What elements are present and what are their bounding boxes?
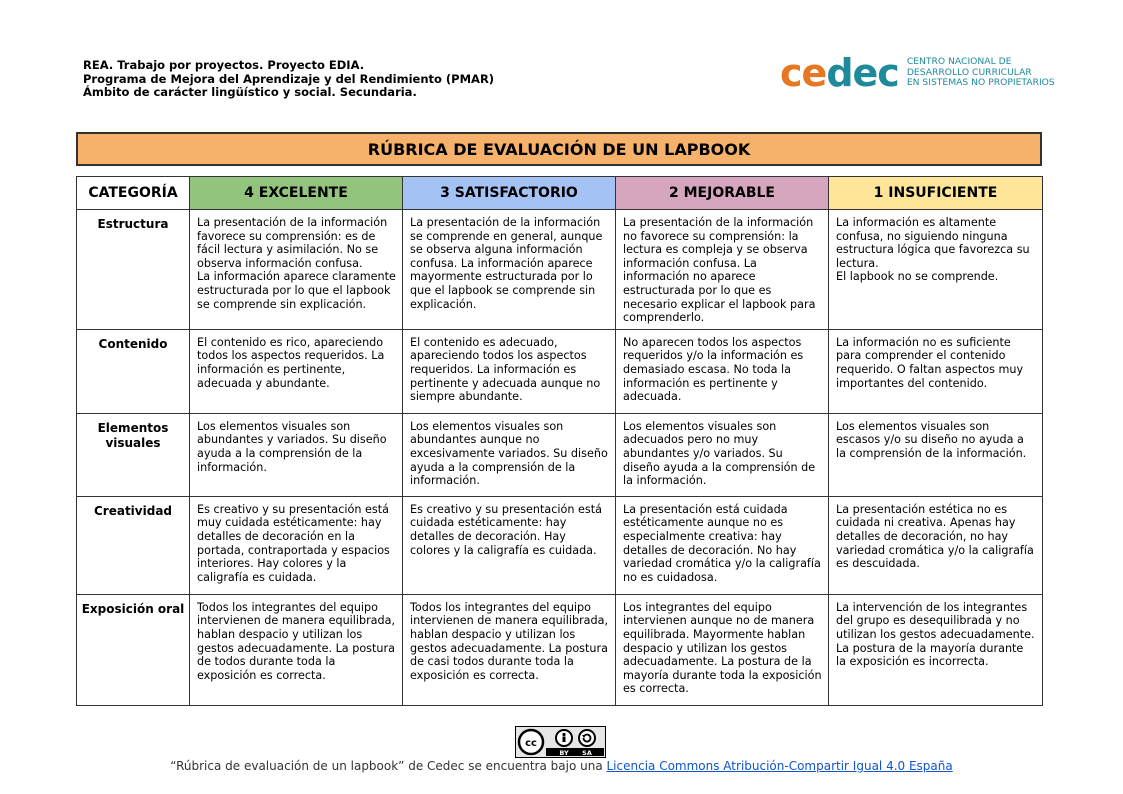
cell-mejorable: No aparecen todos los aspectos requeridos y/o la información es demasiado escasa. No toda la información es pertinente y adecuada. xyxy=(616,329,829,413)
cc-badge-cc-text: cc xyxy=(525,738,537,749)
header-categoria: CATEGORÍA xyxy=(77,177,190,210)
cell-excelente: El contenido es rico, apareciendo todos los aspectos requeridos. La información es pertinente, adecuada y abundante. xyxy=(190,329,403,413)
header-excelente: 4 EXCELENTE xyxy=(190,177,403,210)
header-line-1: REA. Trabajo por proyectos. Proyecto EDIA. xyxy=(83,58,365,72)
cell-text: La información es altamente confusa, no siguiendo ninguna estructura lógica que favorezca su lectura. El lapbook no se comprende. xyxy=(836,216,1030,284)
cc-license-icon xyxy=(516,727,605,757)
cedec-logo-subtitle xyxy=(907,57,1055,89)
row-category: Exposición oral xyxy=(77,594,190,705)
logo-sub-line-3: EN SISTEMAS NO PROPIETARIOS xyxy=(906,77,1055,89)
cell-insuficiente: La presentación estética no es cuidada ni creativa. Apenas hay detalles de decoración, no hay variedad cromática y/o la caligrafía es descuidada. xyxy=(829,496,1043,594)
cell-mejorable: Los elementos visuales son adecuados pero no muy abundantes y/o variados. Su diseño ayuda a la comprensión de la información. xyxy=(616,413,829,496)
cedec-logo-word xyxy=(780,51,899,95)
cell-satisfactorio: Todos los integrantes del equipo intervienen de manera equilibrada, hablan despacio y utilizan los gestos adecuadamente. La postura de casi todos durante toda la exposición es correcta. xyxy=(403,594,616,705)
cell-insuficiente: La información no es suficiente para comprender el contenido requerido. O faltan aspectos muy importantes del contenido. xyxy=(829,329,1043,413)
row-category: Estructura xyxy=(77,210,190,330)
cc-badge-sa-text: SA xyxy=(582,749,592,757)
row-category: Elementos visuales xyxy=(77,413,190,496)
logo-word-part1: ce xyxy=(780,51,827,95)
cell-mejorable: La presentación está cuidada estéticamente aunque no es especialmente creativa: hay detalles de decoración. No hay variedad cromática y/o la caligrafía no es cuidadosa. xyxy=(616,496,829,594)
table-row xyxy=(77,413,1043,496)
table-row xyxy=(77,594,1043,705)
cc-badge-by-text: BY xyxy=(559,749,569,757)
cell-insuficiente xyxy=(829,210,1043,330)
rubric-title: RÚBRICA DE EVALUACIÓN DE UN LAPBOOK xyxy=(76,132,1042,166)
row-category: Creatividad xyxy=(77,496,190,594)
table-header-row xyxy=(77,177,1043,210)
cell-excelente: Los elementos visuales son abundantes y variados. Su diseño ayuda a la comprensión de la información. xyxy=(190,413,403,496)
cedec-logo xyxy=(780,51,1055,95)
cell-text: La presentación de la información favorece su comprensión: es de fácil lectura y asimilación. No se observa información confusa. La información aparece claramente estructurada por lo que el lapbook se comprende sin explicación. xyxy=(197,216,396,311)
table-row xyxy=(77,210,1043,330)
logo-sub-line-2: DESARROLLO CURRICULAR xyxy=(906,66,1032,78)
license-footer xyxy=(0,759,1123,773)
cell-insuficiente: Los elementos visuales son escasos y/o su diseño no ayuda a la comprensión de la información. xyxy=(829,413,1043,496)
cell-mejorable xyxy=(616,210,829,330)
logo-word-part2: dec xyxy=(826,51,899,95)
license-link[interactable]: Licencia Commons Atribución-Compartir Igual 4.0 España xyxy=(606,759,953,773)
footer-text: “Rúbrica de evaluación de un lapbook” de Cedec se encuentra bajo una xyxy=(170,759,607,773)
cell-text: La presentación de la información no favorece su comprensión: la lectura es compleja y se observa información confusa. La información no aparece estructurada por lo que es necesario explicar el lapbook para comprenderlo. xyxy=(623,216,816,325)
cell-satisfactorio: El contenido es adecuado, apareciendo todos los aspectos requeridos. La información es pertinente y adecuada aunque no siempre abundante. xyxy=(403,329,616,413)
cell-text: La presentación de la información se comprende en general, aunque se observa alguna información confusa. La información aparece mayormente estructurada por lo que el lapbook se comprende sin explicación. xyxy=(410,216,603,311)
cell-mejorable: Los integrantes del equipo intervienen aunque no de manera equilibrada. Mayormente hablan despacio y utilizan los gestos adecuadamente. La postura de la mayoría durante toda la exposición es correcta. xyxy=(616,594,829,705)
header-mejorable: 2 MEJORABLE xyxy=(616,177,829,210)
table-row xyxy=(77,329,1043,413)
header-satisfactorio: 3 SATISFACTORIO xyxy=(403,177,616,210)
cell-excelente: Todos los integrantes del equipo intervienen de manera equilibrada, hablan despacio y utilizan los gestos adecuadamente. La postura de todos durante toda la exposición es correcta. xyxy=(190,594,403,705)
document-header xyxy=(83,59,494,100)
cell-satisfactorio xyxy=(403,210,616,330)
table-row xyxy=(77,496,1043,594)
row-category: Contenido xyxy=(77,329,190,413)
cell-satisfactorio: Es creativo y su presentación está cuidada estéticamente: hay detalles de decoración. Hay colores y la caligrafía es cuidada. xyxy=(403,496,616,594)
rubric-table xyxy=(76,176,1043,706)
cell-satisfactorio: Los elementos visuales son abundantes aunque no excesivamente variados. Su diseño ayuda a la comprensión de la información. xyxy=(403,413,616,496)
header-line-2: Programa de Mejora del Aprendizaje y del Rendimiento (PMAR) xyxy=(83,71,495,86)
cell-excelente xyxy=(190,210,403,330)
cc-by-sa-badge[interactable] xyxy=(515,726,606,758)
logo-sub-line-1: CENTRO NACIONAL DE xyxy=(906,56,1012,68)
cell-excelente: Es creativo y su presentación está muy cuidada estéticamente: hay detalles de decoración en la portada, contraportada y espacios interiores. Hay colores y la caligrafía es cuidada. xyxy=(190,496,403,594)
cell-insuficiente: La intervención de los integrantes del grupo es desequilibrada y no utilizan los gestos adecuadamente. La postura de la mayoría durante la exposición es incorrecta. xyxy=(829,594,1043,705)
header-line-3: Ámbito de carácter lingüístico y social. Secundaria. xyxy=(83,85,417,99)
header-insuficiente: 1 INSUFICIENTE xyxy=(829,177,1043,210)
